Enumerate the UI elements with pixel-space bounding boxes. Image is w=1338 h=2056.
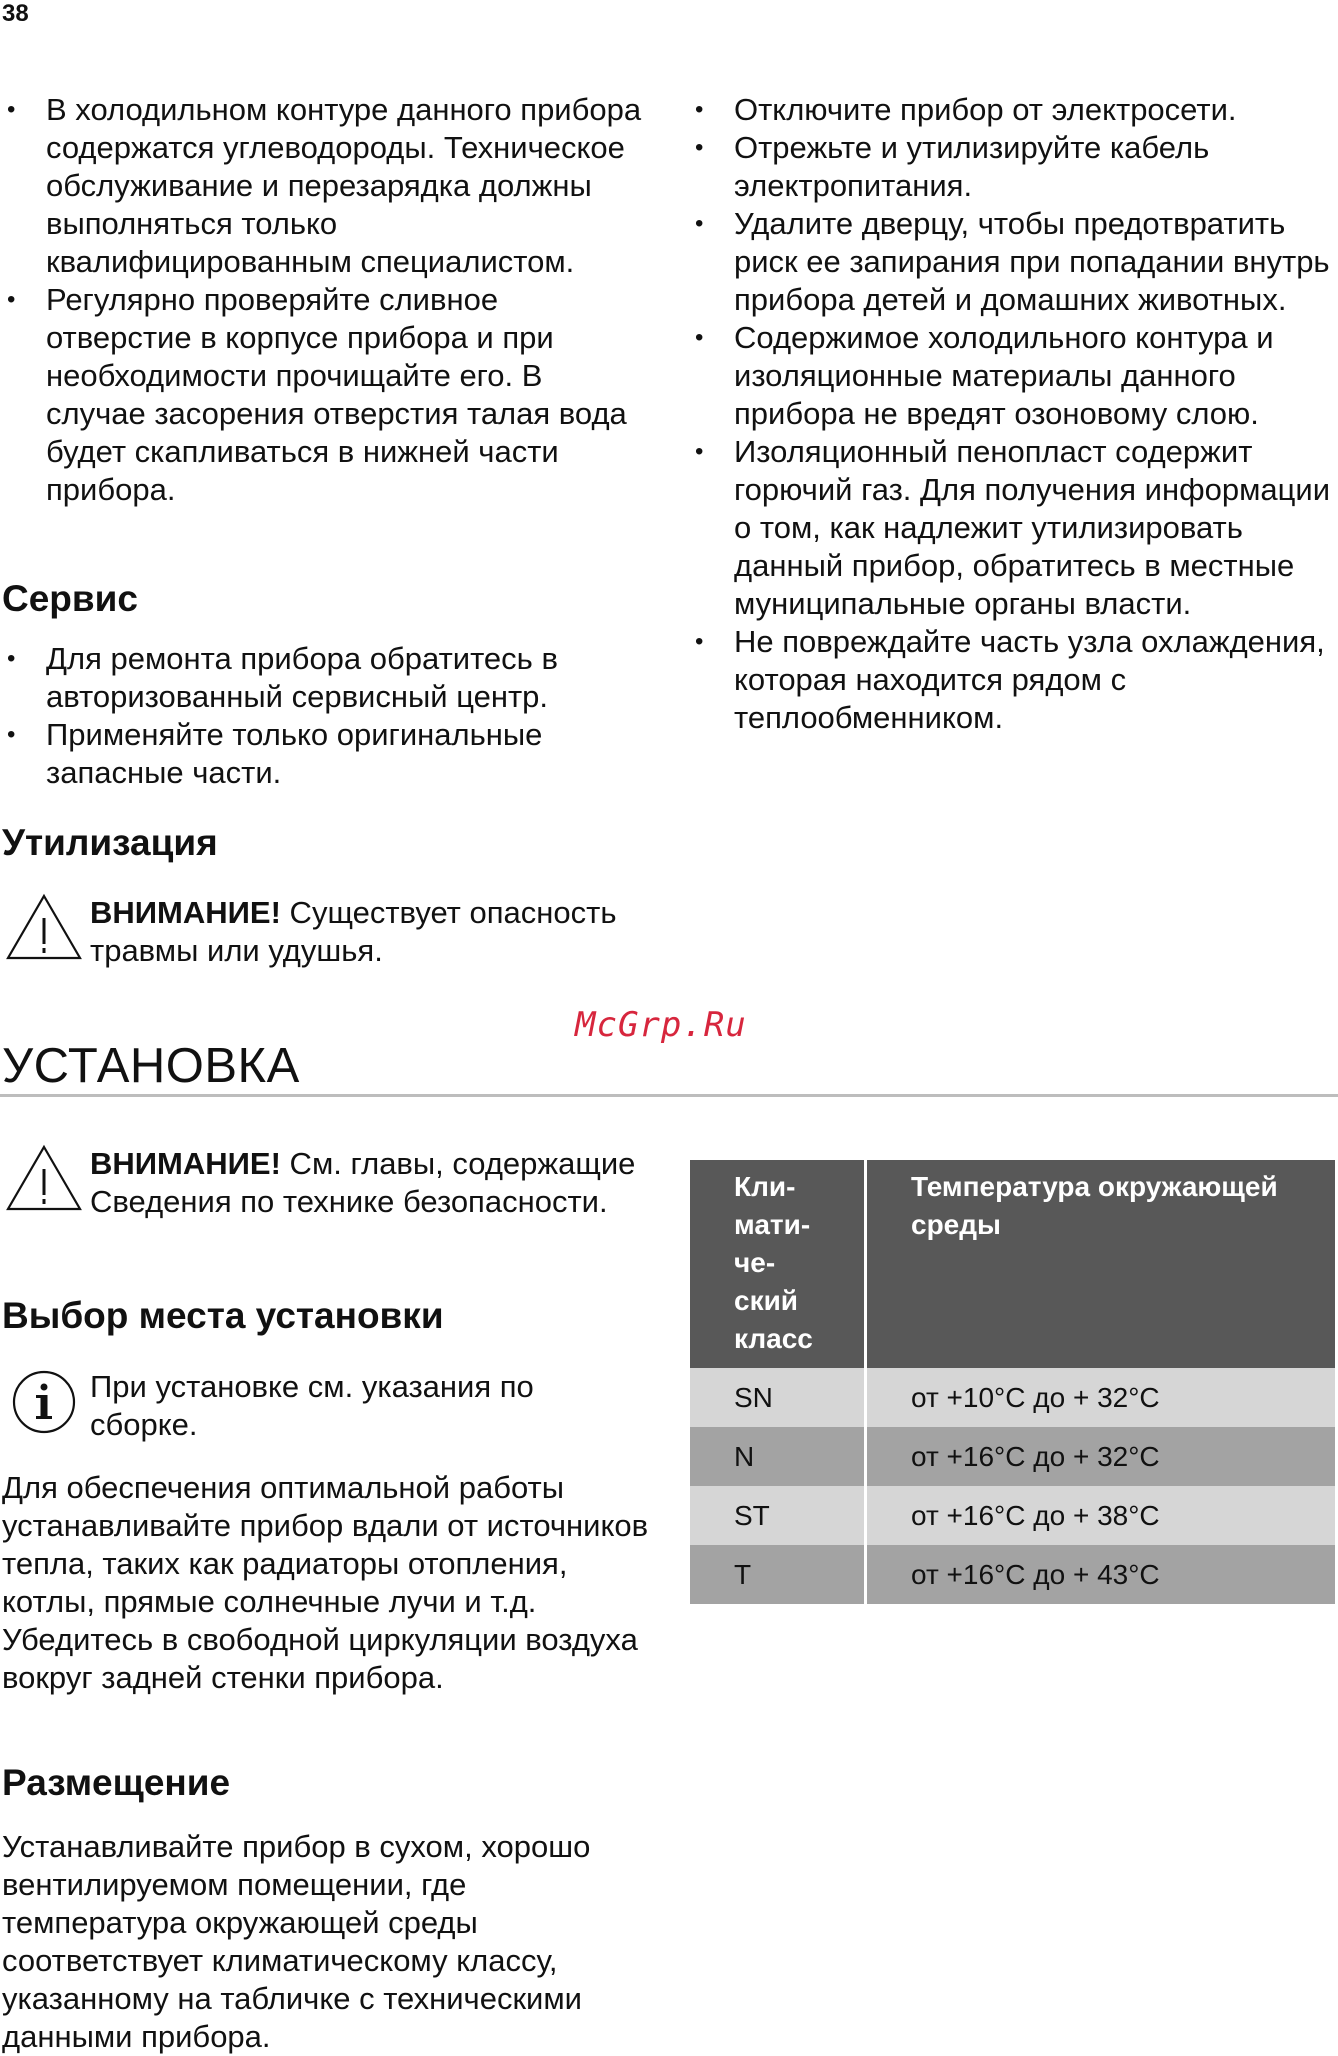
cell-temperature: от +10°C до + 32°C <box>866 1368 1336 1427</box>
list-item: • Изоляционный пенопласт содержит горючий газ. Для получения информации о том, как надлежит утилизировать данный прибор, обратитесь в местные муниципальные органы власти. <box>690 433 1338 623</box>
list-item: • Применяйте только оригинальные запасные части. <box>2 716 642 792</box>
climate-class-table <box>690 1160 1335 1604</box>
list-item: • Отрежьте и утилизируйте кабель электропитания. <box>690 129 1338 205</box>
warning-icon <box>2 892 90 970</box>
cell-class: ST <box>690 1486 866 1545</box>
location-heading: Выбор места установки <box>2 1295 444 1336</box>
cell-temperature: от +16°C до + 43°C <box>866 1545 1336 1604</box>
service-heading: Сервис <box>2 578 138 619</box>
list-item: • Не повреждайте часть узла охлаждения, которая находится рядом с теплообменником. <box>690 623 1338 737</box>
disposal-warning <box>2 892 642 970</box>
disposal-heading: Утилизация <box>2 822 218 863</box>
header-class-line: мати- <box>734 1209 811 1240</box>
list-item: • Регулярно проверяйте сливное отверстие в корпусе прибора и при необходимости прочищайте его. В случае засорения отверстия талая вода будет скапливаться в нижней части прибора. <box>2 281 642 509</box>
maintenance-bullet-list <box>2 91 642 509</box>
warning-text <box>90 1143 642 1221</box>
warning-label: ВНИМАНИЕ! <box>90 1146 281 1181</box>
list-item: • Содержимое холодильного контура и изоляционные материалы данного прибора не вредят озоновому слою. <box>690 319 1338 433</box>
service-bullet-list <box>2 640 642 792</box>
list-item: • В холодильном контуре данного прибора содержатся углеводороды. Техническое обслуживание и перезарядка должны выполняться только квалифицированным специалистом. <box>2 91 642 281</box>
table-row <box>690 1486 1335 1545</box>
table-row <box>690 1368 1335 1427</box>
cell-class: T <box>690 1545 866 1604</box>
info-icon <box>2 1366 90 1444</box>
list-item: • Удалите дверцу, чтобы предотвратить риск ее запирания при попадании внутрь прибора детей и домашних животных. <box>690 205 1338 319</box>
location-paragraph: Для обеспечения оптимальной работы устанавливайте прибор вдали от источников тепла, таких как радиаторы отопления, котлы, прямые солнечные лучи и т.д. Убедитесь в свободной циркуляции воздуха вокруг задней стенки прибора. <box>2 1470 649 1695</box>
placement-paragraph: Устанавливайте прибор в сухом, хорошо вентилируемом помещении, где температура окружающей среды соответствует климатическому классу, указанному на табличке с техническими данными прибора. <box>2 1829 591 2054</box>
section-divider <box>0 1094 1338 1097</box>
header-class-line: че- <box>734 1247 776 1278</box>
list-item: • Для ремонта прибора обратитесь в авторизованный сервисный центр. <box>2 640 642 716</box>
location-info <box>2 1366 642 1444</box>
header-class-line: класс <box>734 1323 813 1354</box>
table-header-row <box>690 1160 1335 1368</box>
warning-text <box>90 892 642 970</box>
header-ambient-temperature: Температура окружающей среды <box>866 1160 1336 1368</box>
installation-heading: УСТАНОВКА <box>2 1039 300 1093</box>
warning-message: Существует опасность травмы или удушья. <box>90 895 617 968</box>
warning-label: ВНИМАНИЕ! <box>90 895 281 930</box>
warning-icon <box>2 1143 90 1221</box>
cell-temperature: от +16°C до + 32°C <box>866 1427 1336 1486</box>
disposal-bullet-list <box>690 91 1338 737</box>
header-class-line: ский <box>734 1285 799 1316</box>
installation-warning <box>2 1143 642 1221</box>
header-class-line: Кли- <box>734 1171 796 1202</box>
warning-message: См. главы, содержащие Сведения по технике безопасности. <box>90 1146 636 1219</box>
header-climate-class <box>690 1160 866 1368</box>
table-row <box>690 1545 1335 1604</box>
page-number: 38 <box>2 0 29 27</box>
table-row <box>690 1427 1335 1486</box>
placement-heading: Размещение <box>2 1762 231 1803</box>
info-text: При установке см. указания по сборке. <box>90 1369 534 1442</box>
watermark: McGrp.Ru <box>575 1005 747 1045</box>
list-item: • Отключите прибор от электросети. <box>690 91 1338 129</box>
cell-temperature: от +16°C до + 38°C <box>866 1486 1336 1545</box>
cell-class: SN <box>690 1368 866 1427</box>
cell-class: N <box>690 1427 866 1486</box>
